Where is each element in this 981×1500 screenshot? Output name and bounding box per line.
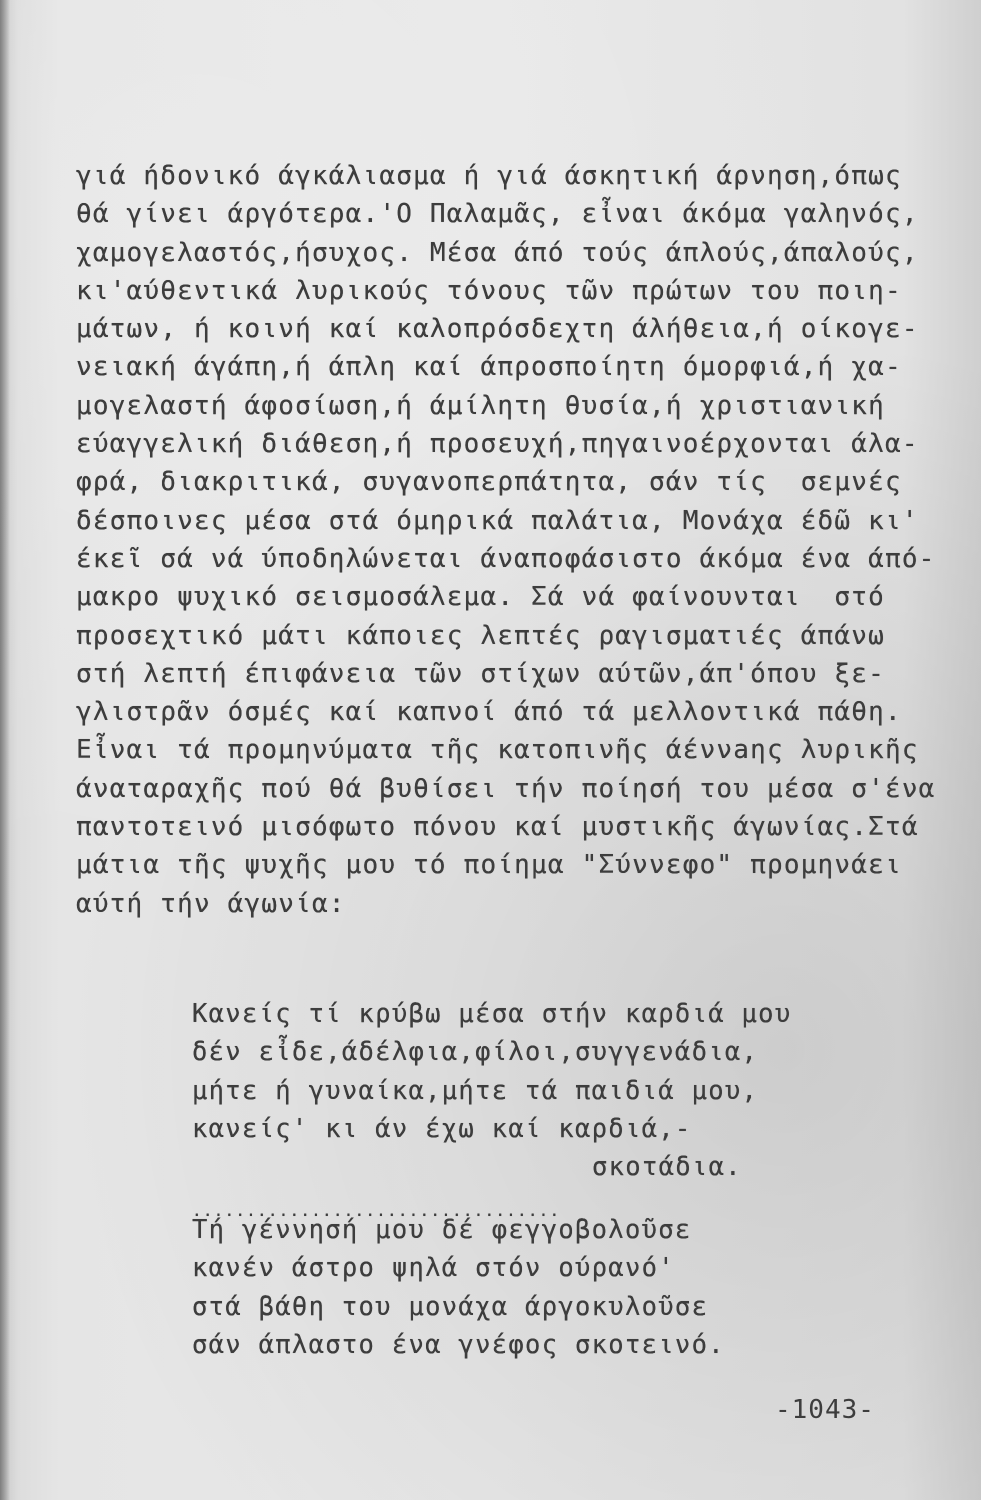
paragraph-line: γιά ήδονικό άγκάλιασμα ή γιά άσκητική άρνηση,όπως: [76, 161, 902, 191]
paragraph-line: μογελαστή άφοσίωση,ή άμίλητη θυσία,ή χριστιανική: [76, 390, 885, 421]
paragraph-line: μακρο ψυχικό σεισμοσάλεμα. Σά νά φαίνουνται στό: [76, 582, 885, 613]
paragraph-line: κι'αύθεντικά λυρικούς τόνους τῶν πρώτων του ποιη-: [76, 275, 902, 306]
paragraph-line: μάτων, ή κοινή καί καλοπρόσδεχτη άλήθεια,ή οίκογε-: [76, 314, 919, 345]
poem-line: κανέν άστρο ψηλά στόν ούρανό': [192, 1253, 675, 1284]
main-paragraph: [76, 157, 936, 923]
paragraph-line: νειακή άγάπη,ή άπλη καί άπροσποίητη όμορφιά,ή χα-: [76, 352, 902, 383]
paragraph-line: μάτια τῆς ψυχῆς μου τό ποίημα "Σύννεφο" προμηνάει: [76, 850, 902, 881]
paragraph-line: στή λεπτή έπιφάνεια τῶν στίχων αύτῶν,άπ'όπου ξε-: [76, 658, 885, 689]
poem-line: στά βάθη του μονάχα άργοκυλοῦσε: [192, 1291, 709, 1322]
paragraph-line: θά γίνει άργότερα.'Ο Παλαμᾶς, εἶναι άκόμα γαληνός,: [76, 199, 919, 230]
poem-line: δέν εἶδε,άδέλφια,φίλοι,συγγενάδια,: [192, 1037, 759, 1068]
paragraph-line: γλιστρᾶν όσμές καί καπνοί άπό τά μελλοντικά πάθη.: [76, 697, 902, 728]
paragraph-line: παντοτεινό μισόφωτο πόνου καί μυστικῆς άγωνίας.Στά: [76, 812, 919, 843]
paragraph-line: αύτή τήν άγωνία:: [76, 888, 346, 919]
paragraph-line: φρά, διακριτικά, συγανοπερπάτητα, σάν τίς σεμνές: [76, 467, 902, 498]
poem-line: μήτε ή γυναίκα,μήτε τά παιδιά μου,: [192, 1075, 759, 1106]
paragraph-line: Εἶναι τά προμηνύματα τῆς κατοπινῆς άέννaης λυρικῆς: [76, 735, 919, 766]
paragraph-line: χαμογελαστός,ήσυχος. Μέσα άπό τούς άπλούς,άπαλούς,: [76, 237, 919, 268]
paragraph-line: εύαγγελική διάθεση,ή προσευχή,πηγαινοέρχονται άλα-: [76, 429, 919, 460]
poem-separator: ..................................: [192, 1201, 561, 1221]
paragraph-line: έκεῖ σά νά ύποδηλώνεται άναποφάσιστο άκόμα ένα άπό-: [76, 543, 936, 574]
poem-line: σάν άπλαστο ένα γνέφος σκοτεινό.: [192, 1329, 725, 1360]
poem-stanza-1: [192, 995, 812, 1230]
poem-stanza-2: [192, 1211, 812, 1364]
poem-line-continuation: σκοτάδια.: [592, 1152, 742, 1183]
poem-line: Τή γέννησή μου δέ φεγγοβολοῦσε: [192, 1215, 692, 1245]
poem-line: Κανείς τί κρύβω μέσα στήν καρδιά μου: [192, 999, 792, 1029]
paragraph-line: δέσποινες μέσα στά όμηρικά παλάτια, Μονάχα έδῶ κι': [76, 505, 919, 536]
paragraph-line: προσεχτικό μάτι κάποιες λεπτές ραγισματιές άπάνω: [76, 620, 885, 651]
paragraph-line: άναταραχῆς πού θά βυθίσει τήν ποίησή του μέσα σ'ένα: [76, 773, 936, 804]
page-number: -1043-: [775, 1395, 875, 1425]
poem-line: κανείς' κι άν έχω καί καρδιά,-: [192, 1113, 692, 1144]
